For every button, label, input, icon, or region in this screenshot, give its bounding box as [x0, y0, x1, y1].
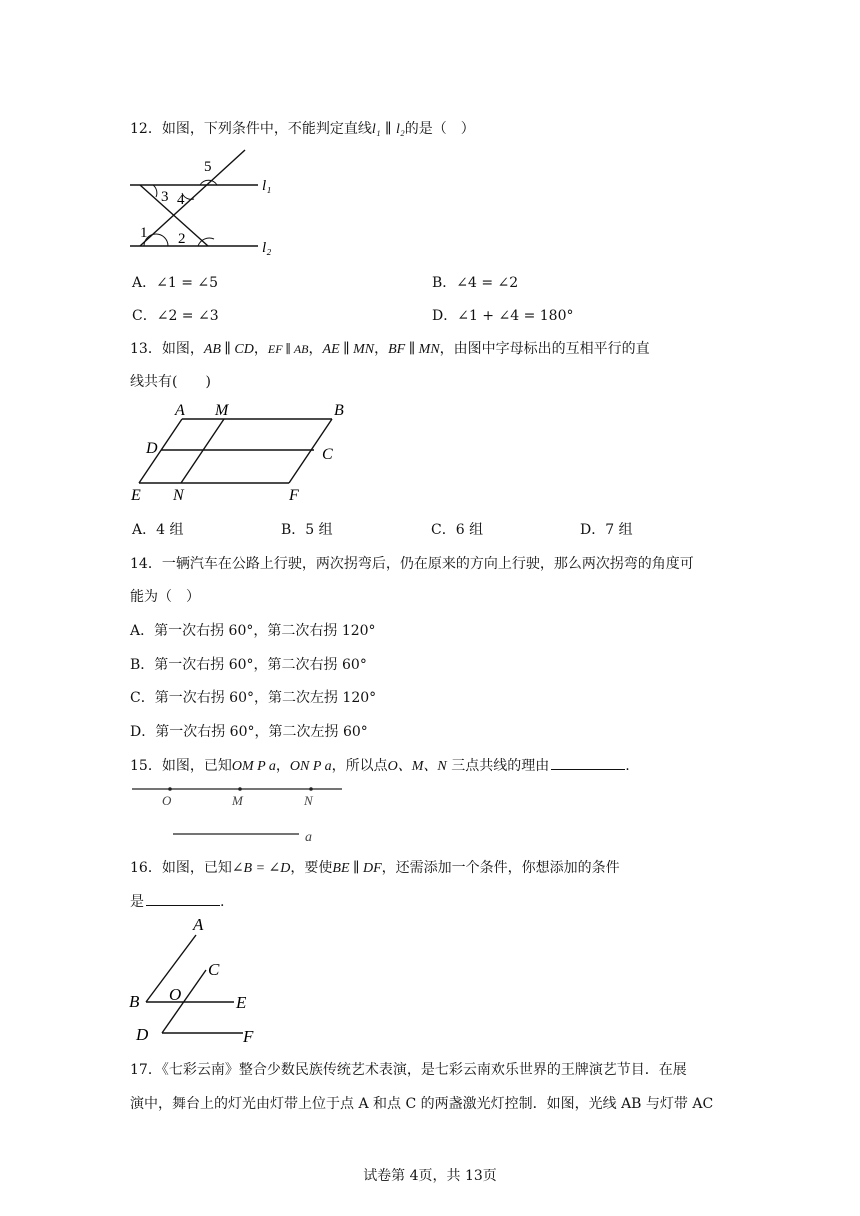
- q15-label-a: a: [305, 830, 312, 845]
- q17-stem-line1: 17．《七彩云南》整合少数民族传统艺术表演，是七彩云南欢乐世界的王牌演艺节目．在展: [130, 1062, 687, 1078]
- q16-label-b: B: [129, 992, 140, 1011]
- q13-line1-tail: ，由图中字母标出的互相平行的直: [439, 341, 650, 357]
- q13-label-d: D: [146, 440, 158, 457]
- q16-tail: ，还需添加一个条件，你想添加的条件: [381, 860, 620, 876]
- q17-stem-line2: 演中，舞台上的灯光由灯带上位于点 A 和点 C 的两盏激光灯控制．如图，光线 AB 与灯带 AC: [130, 1096, 714, 1112]
- q13-sep2: ，: [308, 341, 323, 357]
- q13-label-m: M: [215, 402, 229, 419]
- q13-label-b: B: [334, 402, 344, 419]
- q12-stem: [130, 118, 475, 138]
- q13-label-e: E: [131, 487, 141, 504]
- q13-option-d[interactable]: D．7 组: [580, 522, 633, 538]
- q16-figure: [128, 912, 268, 1047]
- q12-option-b[interactable]: B．∠4 = ∠2: [432, 275, 519, 291]
- q14-stem-line1: 14．一辆汽车在公路上行驶，两次拐弯后，仍在原来的方向上行驶，那么两次拐弯的角度可: [130, 556, 694, 572]
- q13-stem-line2: 线共有( ): [130, 374, 211, 390]
- q13-option-c[interactable]: C．6 组: [431, 522, 484, 538]
- q13-label-n: N: [173, 487, 184, 504]
- q12-tail: 的是（ ）: [404, 121, 475, 137]
- q13-sep3: ，: [374, 341, 389, 357]
- q15-figure: [128, 780, 358, 846]
- q12-parallel: ∥: [380, 121, 396, 137]
- q12-angle-5: 5: [204, 159, 212, 175]
- q16-line2-prefix: 是: [130, 894, 144, 910]
- q13-sep1: ，: [253, 341, 268, 357]
- q16-label-d: D: [136, 1025, 149, 1044]
- q13-cond1: AB ∥ CD: [203, 342, 254, 357]
- q12-stem-text: 12．如图，下列条件中，不能判定直线: [130, 121, 372, 137]
- q12-option-c[interactable]: C．∠2 = ∠3: [132, 308, 219, 324]
- q13-cond4: BF ∥ MN: [388, 342, 440, 357]
- q14-option-d[interactable]: D．第一次右拐 60°，第二次左拐 60°: [130, 724, 368, 740]
- q13-cond3: AE ∥ MN: [322, 342, 375, 357]
- q13-prefix: 13．如图，: [130, 341, 204, 357]
- q14-stem-line2: 能为（ ）: [130, 589, 200, 605]
- q12-figure: [120, 145, 290, 260]
- q12-option-a[interactable]: A．∠1 = ∠5: [132, 275, 219, 291]
- q16-stem-line2: [130, 891, 224, 911]
- q12-angle-3: 3: [161, 189, 169, 205]
- q16-cond: ∠B = ∠D: [231, 861, 291, 876]
- q12-l2: l₂: [395, 122, 405, 137]
- q16-mid: ，要使: [290, 860, 333, 876]
- q15-end: .: [625, 758, 630, 774]
- q15-answer-blank[interactable]: [551, 757, 625, 770]
- q16-label-o: O: [169, 985, 182, 1004]
- q14-option-b[interactable]: B．第一次右拐 60°，第二次右拐 60°: [130, 657, 367, 673]
- q13-cond2: EF ∥ AB: [267, 342, 309, 356]
- q13-option-b[interactable]: B．5 组: [281, 522, 333, 538]
- q15-sep: ，: [275, 758, 290, 774]
- q12-l1: l₁: [371, 122, 381, 137]
- q16-goal: BE ∥ DF: [332, 861, 382, 876]
- q14-option-c[interactable]: C．第一次右拐 60°，第二次左拐 120°: [130, 690, 377, 706]
- q13-stem-line1: [130, 338, 650, 358]
- q14-option-a[interactable]: A．第一次右拐 60°，第二次右拐 120°: [130, 623, 376, 639]
- q15-label-o: O: [162, 793, 172, 808]
- q16-label-c: C: [208, 960, 220, 979]
- q15-cond1: OM P a: [231, 759, 276, 774]
- q12-angle-2: 2: [178, 231, 186, 247]
- q16-label-f: F: [243, 1027, 254, 1046]
- q16-prefix: 16．如图，已知: [130, 860, 232, 876]
- q16-answer-blank[interactable]: [146, 893, 220, 906]
- q15-label-n: N: [304, 793, 313, 808]
- q15-post: ，所以点: [331, 758, 388, 774]
- q12-angle-1: 1: [140, 225, 148, 241]
- q15-prefix: 15．如图，已知: [130, 758, 232, 774]
- q16-stem-line1: [130, 857, 620, 877]
- q15-label-m: M: [232, 793, 243, 808]
- page-footer: 试卷第 4页，共 13页: [363, 1168, 497, 1184]
- q16-label-e: E: [236, 993, 247, 1012]
- q15-stem: [130, 755, 630, 775]
- q16-end: .: [220, 894, 225, 910]
- q13-figure: [128, 400, 358, 510]
- q13-option-a[interactable]: A．4 组: [132, 522, 184, 538]
- q15-points: O、M、N: [387, 759, 447, 774]
- q15-tail: 三点共线的理由: [446, 758, 550, 774]
- q12-option-d[interactable]: D．∠1 + ∠4 = 180°: [432, 308, 574, 324]
- q12-angle-4: 4: [177, 192, 185, 208]
- q15-cond2: ON P a: [289, 759, 332, 774]
- q13-label-f: F: [289, 487, 299, 504]
- q12-label-l1: l₁: [262, 178, 272, 194]
- q16-label-a: A: [193, 915, 204, 934]
- q13-label-c: C: [322, 446, 333, 463]
- q12-label-l2: l₂: [262, 240, 272, 256]
- q13-label-a: A: [175, 402, 185, 419]
